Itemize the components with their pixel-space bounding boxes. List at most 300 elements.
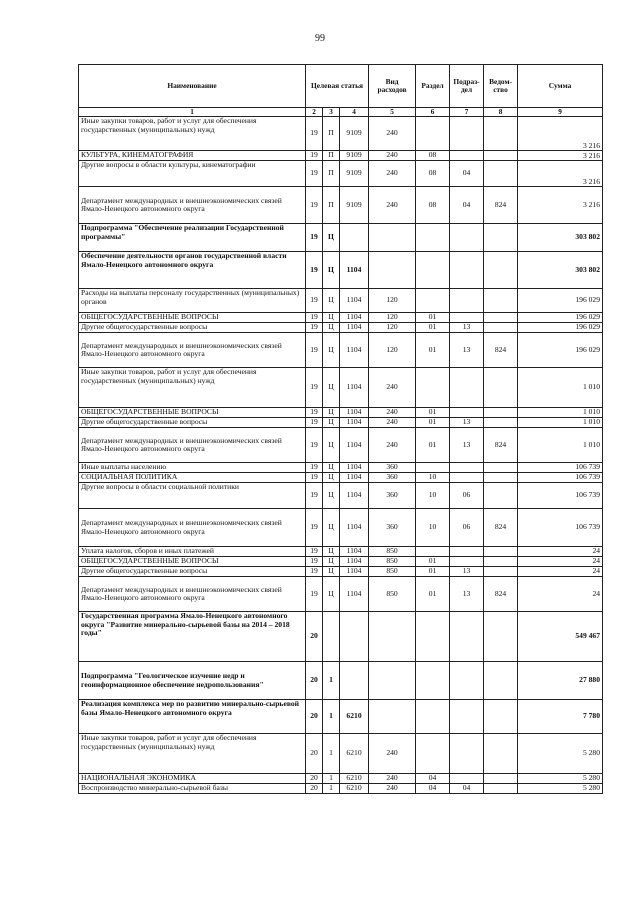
- cell-subsection: [450, 151, 484, 161]
- cell-subsection: 04: [450, 187, 484, 224]
- cell-target-subprogram: Ц: [323, 368, 340, 408]
- cell-section: 01: [416, 323, 450, 333]
- cell-section: 01: [416, 428, 450, 463]
- cell-target-program: 19: [306, 313, 323, 323]
- cell-department: [484, 774, 518, 784]
- column-number: 6: [416, 108, 450, 117]
- cell-department: [484, 734, 518, 774]
- cell-subsection: [450, 463, 484, 473]
- cell-subsection: [450, 700, 484, 734]
- cell-subsection: [450, 547, 484, 557]
- cell-name: Государственная программа Ямало-Ненецкого автономного округа "Развитие минерально-сырьевой базы на 2014 – 2018 годы": [79, 612, 306, 662]
- cell-target-direction: 1104: [340, 557, 369, 567]
- cell-name: Другие вопросы в области культуры, кинематографии: [79, 161, 306, 187]
- cell-section: [416, 252, 450, 289]
- cell-section: 01: [416, 313, 450, 323]
- table-row: [79, 151, 603, 161]
- cell-subsection: 13: [450, 333, 484, 368]
- cell-section: 04: [416, 784, 450, 794]
- budget-table: [78, 64, 603, 794]
- cell-amount: 106 739: [518, 509, 603, 547]
- cell-section: [416, 463, 450, 473]
- cell-name: Иные выплаты населению: [79, 463, 306, 473]
- cell-expense-type: [369, 700, 416, 734]
- cell-subsection: [450, 252, 484, 289]
- cell-section: [416, 734, 450, 774]
- cell-target-subprogram: Ц: [323, 428, 340, 463]
- cell-section: 01: [416, 577, 450, 612]
- cell-department: [484, 368, 518, 408]
- cell-target-direction: 1104: [340, 428, 369, 463]
- cell-section: [416, 662, 450, 700]
- table-row: [79, 323, 603, 333]
- cell-subsection: [450, 224, 484, 252]
- cell-expense-type: 240: [369, 368, 416, 408]
- cell-department: [484, 161, 518, 187]
- cell-subsection: [450, 408, 484, 418]
- column-number: 2: [306, 108, 323, 117]
- table-row: [79, 368, 603, 408]
- cell-name: Иные закупки товаров, работ и услуг для обеспечения государственных (муниципальных) нужд: [79, 117, 306, 151]
- cell-amount: 24: [518, 577, 603, 612]
- header-target: Целевая статья: [306, 65, 369, 108]
- cell-amount: 196 029: [518, 289, 603, 313]
- cell-expense-type: 360: [369, 473, 416, 483]
- cell-target-subprogram: 1: [323, 734, 340, 774]
- cell-target-direction: 9109: [340, 151, 369, 161]
- cell-department: [484, 567, 518, 577]
- cell-section: 10: [416, 483, 450, 509]
- cell-subsection: 04: [450, 784, 484, 794]
- table-row: [79, 509, 603, 547]
- cell-subsection: [450, 612, 484, 662]
- table-row: [79, 547, 603, 557]
- table-row: [79, 483, 603, 509]
- table-row: [79, 463, 603, 473]
- cell-expense-type: 240: [369, 187, 416, 224]
- table-row: [79, 289, 603, 313]
- cell-target-program: 19: [306, 418, 323, 428]
- cell-department: [484, 151, 518, 161]
- cell-target-program: 19: [306, 509, 323, 547]
- cell-expense-type: 850: [369, 567, 416, 577]
- cell-section: [416, 368, 450, 408]
- table-row: [79, 662, 603, 700]
- cell-department: [484, 473, 518, 483]
- table-row: [79, 473, 603, 483]
- cell-name: Департамент международных и внешнеэкономических связей Ямало-Ненецкого автономного округа: [79, 577, 306, 612]
- cell-name: Воспроизводство минерально-сырьевой базы: [79, 784, 306, 794]
- cell-target-subprogram: Ц: [323, 547, 340, 557]
- cell-name: Департамент международных и внешнеэкономических связей Ямало-Ненецкого автономного округа: [79, 187, 306, 224]
- cell-department: [484, 252, 518, 289]
- cell-name: Подпрограмма "Обеспечение реализации Государственной программы": [79, 224, 306, 252]
- cell-target-program: 19: [306, 224, 323, 252]
- header-amount: Сумма: [518, 65, 603, 108]
- cell-target-direction: 1104: [340, 418, 369, 428]
- cell-target-program: 20: [306, 700, 323, 734]
- cell-subsection: 04: [450, 161, 484, 187]
- cell-target-direction: [340, 662, 369, 700]
- cell-subsection: [450, 313, 484, 323]
- cell-subsection: [450, 734, 484, 774]
- cell-expense-type: [369, 612, 416, 662]
- cell-section: 08: [416, 161, 450, 187]
- cell-target-direction: 1104: [340, 463, 369, 473]
- cell-target-subprogram: Ц: [323, 463, 340, 473]
- cell-department: [484, 117, 518, 151]
- cell-expense-type: 120: [369, 333, 416, 368]
- cell-target-program: 19: [306, 428, 323, 463]
- cell-amount: 3 216: [518, 161, 603, 187]
- cell-amount: 196 029: [518, 323, 603, 333]
- cell-target-subprogram: П: [323, 161, 340, 187]
- header-subsection: Подраз-дел: [450, 65, 484, 108]
- cell-section: 01: [416, 557, 450, 567]
- cell-department: 824: [484, 509, 518, 547]
- cell-target-subprogram: Ц: [323, 224, 340, 252]
- column-number: 4: [340, 108, 369, 117]
- table-row: [79, 161, 603, 187]
- cell-subsection: [450, 557, 484, 567]
- cell-target-subprogram: П: [323, 187, 340, 224]
- cell-section: [416, 612, 450, 662]
- header-section: Раздел: [416, 65, 450, 108]
- cell-amount: 5 280: [518, 774, 603, 784]
- cell-department: 824: [484, 333, 518, 368]
- cell-expense-type: 240: [369, 161, 416, 187]
- column-number-row: [79, 108, 603, 117]
- cell-target-program: 19: [306, 483, 323, 509]
- cell-target-direction: 1104: [340, 577, 369, 612]
- cell-name: СОЦИАЛЬНАЯ ПОЛИТИКА: [79, 473, 306, 483]
- cell-amount: 303 802: [518, 224, 603, 252]
- cell-name: Иные закупки товаров, работ и услуг для обеспечения государственных (муниципальных) нужд: [79, 734, 306, 774]
- table-row: [79, 428, 603, 463]
- cell-expense-type: 360: [369, 483, 416, 509]
- cell-name: Реализация комплекса мер по развитию минерально-сырьевой базы Ямало-Ненецкого автономного округа: [79, 700, 306, 734]
- cell-subsection: [450, 117, 484, 151]
- cell-name: НАЦИОНАЛЬНАЯ ЭКОНОМИКА: [79, 774, 306, 784]
- cell-name: Департамент международных и внешнеэкономических связей Ямало-Ненецкого автономного округа: [79, 428, 306, 463]
- cell-amount: 3 216: [518, 187, 603, 224]
- cell-expense-type: 850: [369, 547, 416, 557]
- cell-target-direction: 6210: [340, 784, 369, 794]
- cell-expense-type: 240: [369, 151, 416, 161]
- cell-target-program: 19: [306, 408, 323, 418]
- cell-target-program: 19: [306, 187, 323, 224]
- cell-target-subprogram: Ц: [323, 418, 340, 428]
- cell-expense-type: 120: [369, 323, 416, 333]
- cell-name: Другие общегосударственные вопросы: [79, 418, 306, 428]
- cell-target-direction: [340, 224, 369, 252]
- cell-target-subprogram: 1: [323, 700, 340, 734]
- cell-section: [416, 117, 450, 151]
- cell-target-direction: 1104: [340, 473, 369, 483]
- cell-amount: 5 280: [518, 734, 603, 774]
- cell-expense-type: [369, 662, 416, 700]
- cell-amount: 106 739: [518, 463, 603, 473]
- cell-amount: 24: [518, 547, 603, 557]
- cell-department: [484, 224, 518, 252]
- cell-amount: 303 802: [518, 252, 603, 289]
- cell-section: 01: [416, 418, 450, 428]
- cell-target-subprogram: [323, 612, 340, 662]
- cell-department: [484, 418, 518, 428]
- cell-target-program: 20: [306, 612, 323, 662]
- cell-target-direction: 1104: [340, 313, 369, 323]
- cell-target-program: 19: [306, 252, 323, 289]
- cell-amount: 549 467: [518, 612, 603, 662]
- header-dept: Ведом-ство: [484, 65, 518, 108]
- cell-section: 08: [416, 187, 450, 224]
- table-row: [79, 117, 603, 151]
- cell-target-direction: 1104: [340, 289, 369, 313]
- cell-target-direction: 1104: [340, 408, 369, 418]
- cell-target-program: 19: [306, 333, 323, 368]
- table-row: [79, 187, 603, 224]
- cell-expense-type: 240: [369, 428, 416, 463]
- cell-amount: 196 029: [518, 313, 603, 323]
- cell-department: 824: [484, 428, 518, 463]
- cell-amount: 5 280: [518, 784, 603, 794]
- cell-expense-type: [369, 252, 416, 289]
- cell-target-program: 19: [306, 473, 323, 483]
- cell-amount: 1 010: [518, 368, 603, 408]
- column-number: 5: [369, 108, 416, 117]
- cell-name: ОБЩЕГОСУДАРСТВЕННЫЕ ВОПРОСЫ: [79, 313, 306, 323]
- column-number: 9: [518, 108, 603, 117]
- cell-name: Расходы на выплаты персоналу государственных (муниципальных) органов: [79, 289, 306, 313]
- cell-subsection: [450, 289, 484, 313]
- table-row: [79, 252, 603, 289]
- cell-name: Другие вопросы в области социальной политики: [79, 483, 306, 509]
- cell-amount: 27 880: [518, 662, 603, 700]
- cell-department: [484, 483, 518, 509]
- cell-department: [484, 289, 518, 313]
- cell-subsection: [450, 368, 484, 408]
- cell-target-subprogram: 1: [323, 662, 340, 700]
- cell-target-subprogram: Ц: [323, 509, 340, 547]
- cell-department: [484, 547, 518, 557]
- cell-target-direction: 1104: [340, 368, 369, 408]
- cell-target-direction: 9109: [340, 117, 369, 151]
- cell-amount: 1 010: [518, 428, 603, 463]
- cell-section: 01: [416, 567, 450, 577]
- cell-expense-type: 360: [369, 509, 416, 547]
- cell-target-subprogram: Ц: [323, 557, 340, 567]
- cell-name: Другие общегосударственные вопросы: [79, 323, 306, 333]
- cell-target-subprogram: Ц: [323, 567, 340, 577]
- cell-name: Подпрограмма "Геологическое изучение недр и геоинформационное обеспечение недропользования": [79, 662, 306, 700]
- cell-expense-type: 240: [369, 774, 416, 784]
- cell-expense-type: 240: [369, 117, 416, 151]
- cell-subsection: 06: [450, 483, 484, 509]
- table-row: [79, 418, 603, 428]
- column-number: 8: [484, 108, 518, 117]
- cell-section: [416, 289, 450, 313]
- cell-target-subprogram: Ц: [323, 473, 340, 483]
- cell-target-direction: 1104: [340, 483, 369, 509]
- cell-department: [484, 662, 518, 700]
- cell-target-subprogram: П: [323, 151, 340, 161]
- cell-section: 01: [416, 333, 450, 368]
- cell-target-subprogram: Ц: [323, 323, 340, 333]
- cell-expense-type: 850: [369, 557, 416, 567]
- cell-target-subprogram: Ц: [323, 408, 340, 418]
- table-row: [79, 774, 603, 784]
- cell-amount: 7 780: [518, 700, 603, 734]
- table-body: [79, 117, 603, 794]
- cell-department: [484, 463, 518, 473]
- cell-expense-type: 240: [369, 408, 416, 418]
- column-number: 7: [450, 108, 484, 117]
- cell-target-subprogram: Ц: [323, 483, 340, 509]
- cell-amount: 106 739: [518, 473, 603, 483]
- cell-expense-type: 240: [369, 418, 416, 428]
- cell-subsection: 13: [450, 418, 484, 428]
- cell-name: Департамент международных и внешнеэкономических связей Ямало-Ненецкого автономного округа: [79, 333, 306, 368]
- cell-target-program: 19: [306, 567, 323, 577]
- cell-name: Департамент международных и внешнеэкономических связей Ямало-Ненецкого автономного округа: [79, 509, 306, 547]
- cell-subsection: 06: [450, 509, 484, 547]
- table-row: [79, 734, 603, 774]
- cell-target-subprogram: 1: [323, 774, 340, 784]
- cell-section: [416, 700, 450, 734]
- cell-subsection: [450, 662, 484, 700]
- cell-target-program: 20: [306, 784, 323, 794]
- cell-expense-type: 850: [369, 577, 416, 612]
- cell-department: [484, 784, 518, 794]
- cell-amount: 106 739: [518, 483, 603, 509]
- cell-department: 824: [484, 187, 518, 224]
- cell-amount: 24: [518, 557, 603, 567]
- cell-target-subprogram: 1: [323, 784, 340, 794]
- cell-target-direction: 9109: [340, 187, 369, 224]
- cell-name: Иные закупки товаров, работ и услуг для обеспечения государственных (муниципальных) нужд: [79, 368, 306, 408]
- cell-target-direction: 1104: [340, 509, 369, 547]
- column-number: 1: [79, 108, 306, 117]
- cell-target-direction: 1104: [340, 547, 369, 557]
- cell-amount: 196 029: [518, 333, 603, 368]
- cell-target-program: 20: [306, 774, 323, 784]
- cell-section: [416, 547, 450, 557]
- table-row: [79, 313, 603, 323]
- cell-target-subprogram: Ц: [323, 252, 340, 289]
- cell-target-subprogram: П: [323, 117, 340, 151]
- cell-target-program: 19: [306, 117, 323, 151]
- cell-name: КУЛЬТУРА, КИНЕМАТОГРАФИЯ: [79, 151, 306, 161]
- table-row: [79, 557, 603, 567]
- cell-department: [484, 700, 518, 734]
- cell-target-subprogram: Ц: [323, 577, 340, 612]
- column-number: 3: [323, 108, 340, 117]
- cell-amount: 3 216: [518, 117, 603, 151]
- cell-target-direction: 1104: [340, 252, 369, 289]
- cell-subsection: [450, 473, 484, 483]
- cell-target-subprogram: Ц: [323, 333, 340, 368]
- cell-target-program: 19: [306, 577, 323, 612]
- cell-subsection: 13: [450, 323, 484, 333]
- cell-target-program: 19: [306, 368, 323, 408]
- cell-target-direction: 6210: [340, 774, 369, 784]
- cell-expense-type: [369, 224, 416, 252]
- cell-target-program: 19: [306, 463, 323, 473]
- cell-target-program: 19: [306, 161, 323, 187]
- cell-department: [484, 408, 518, 418]
- cell-target-direction: 6210: [340, 734, 369, 774]
- cell-subsection: 13: [450, 428, 484, 463]
- cell-expense-type: 240: [369, 734, 416, 774]
- cell-amount: 24: [518, 567, 603, 577]
- cell-expense-type: 120: [369, 289, 416, 313]
- cell-name: ОБЩЕГОСУДАРСТВЕННЫЕ ВОПРОСЫ: [79, 408, 306, 418]
- cell-name: Обеспечение деятельности органов государственной власти Ямало-Ненецкого автономного округа: [79, 252, 306, 289]
- cell-section: [416, 224, 450, 252]
- cell-target-direction: 6210: [340, 700, 369, 734]
- cell-name: ОБЩЕГОСУДАРСТВЕННЫЕ ВОПРОСЫ: [79, 557, 306, 567]
- table-row: [79, 567, 603, 577]
- cell-target-direction: 1104: [340, 333, 369, 368]
- cell-name: Другие общегосударственные вопросы: [79, 567, 306, 577]
- cell-target-direction: 1104: [340, 323, 369, 333]
- header-row: [79, 65, 603, 108]
- cell-department: 824: [484, 577, 518, 612]
- cell-amount: 3 216: [518, 151, 603, 161]
- cell-department: [484, 557, 518, 567]
- cell-target-subprogram: Ц: [323, 289, 340, 313]
- cell-target-program: 20: [306, 734, 323, 774]
- cell-target-program: 19: [306, 323, 323, 333]
- header-exp-type: Вид расходов: [369, 65, 416, 108]
- cell-target-subprogram: Ц: [323, 313, 340, 323]
- cell-target-direction: 9109: [340, 161, 369, 187]
- cell-department: [484, 612, 518, 662]
- table-row: [79, 333, 603, 368]
- cell-department: [484, 323, 518, 333]
- cell-expense-type: 360: [369, 463, 416, 473]
- cell-expense-type: 240: [369, 784, 416, 794]
- cell-target-program: 20: [306, 662, 323, 700]
- cell-amount: 1 010: [518, 408, 603, 418]
- cell-target-direction: [340, 612, 369, 662]
- cell-section: 08: [416, 151, 450, 161]
- cell-name: Уплата налогов, сборов и иных платежей: [79, 547, 306, 557]
- cell-target-program: 19: [306, 289, 323, 313]
- cell-subsection: 13: [450, 577, 484, 612]
- cell-section: 10: [416, 473, 450, 483]
- header-name: Наименование: [79, 65, 306, 108]
- table-row: [79, 700, 603, 734]
- cell-subsection: 13: [450, 567, 484, 577]
- cell-target-program: 19: [306, 557, 323, 567]
- table-row: [79, 408, 603, 418]
- cell-subsection: [450, 774, 484, 784]
- cell-expense-type: 120: [369, 313, 416, 323]
- cell-amount: 1 010: [518, 418, 603, 428]
- cell-section: 04: [416, 774, 450, 784]
- table-row: [79, 612, 603, 662]
- table-row: [79, 577, 603, 612]
- page-number: 99: [315, 33, 325, 44]
- cell-section: 10: [416, 509, 450, 547]
- cell-target-program: 19: [306, 547, 323, 557]
- cell-target-direction: 1104: [340, 567, 369, 577]
- cell-section: 01: [416, 408, 450, 418]
- cell-department: [484, 313, 518, 323]
- table-row: [79, 224, 603, 252]
- cell-target-program: 19: [306, 151, 323, 161]
